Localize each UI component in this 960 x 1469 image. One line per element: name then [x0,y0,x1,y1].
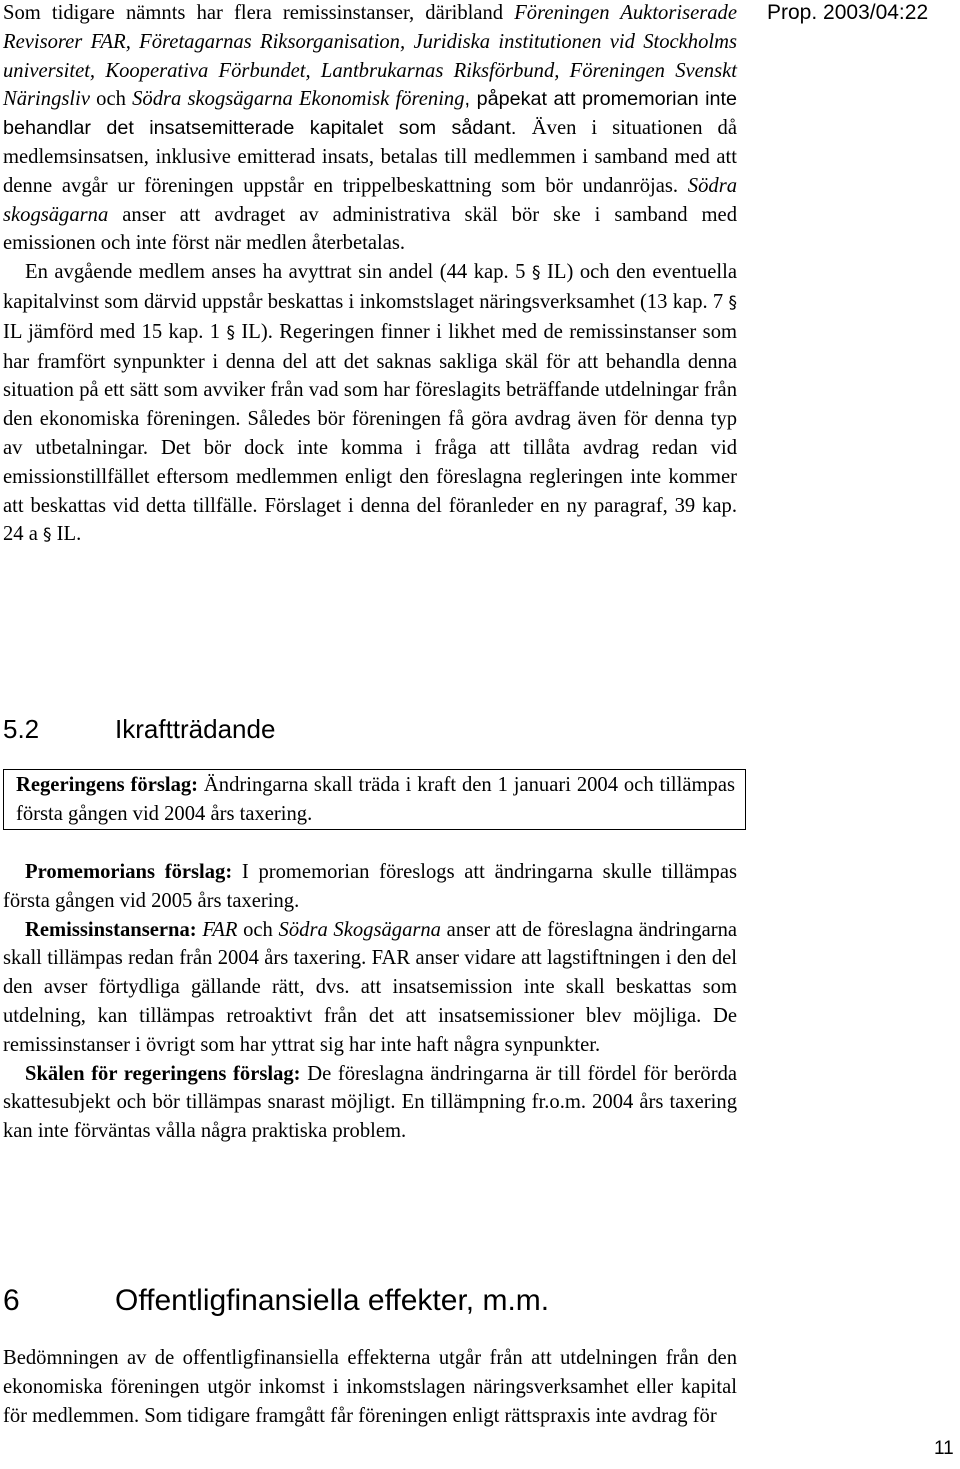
organisation-list: Föreningen Auktoriserade Revisorer FAR, Företagarnas Riksorganisation, Juridiska institutionen vid Stockholms universitet, Kooperativa Förbundet, Lantbrukarnas Riksförbund, Föreningen Svenskt Näringsliv [3,2,737,111]
organisation-far: FAR [202,918,238,941]
text: anser att avdraget av administrativa skäl bör ske i samband med emissionen och inte först när medlen återbetalas. [3,203,737,255]
text: och [89,88,133,111]
text: IL). [235,320,273,343]
organisation-sodra-short: Södra skogsägarna [3,174,737,226]
section-number: 5.2 [3,714,40,744]
section-heading-5-2 [3,712,275,746]
text: Även i situationen då medlemsinsatsen, inklusive emitterad insats, betalas till medlemmen i samband med att denne avgår ur föreningen uppstår en trippelbeskattning som bör undanröjas. [3,117,737,197]
text: I promemorian föreslogs att ändringarna skulle tillämpas första gången vid 2005 års taxering. [3,861,737,912]
section-number: 6 [3,1284,20,1317]
paragraph-skalen [3,1060,737,1146]
organisation-sodra: Södra skogsägarna Ekonomisk förening [132,88,465,111]
section-title: Offentligfinansiella effekter, m.m. [115,1284,550,1317]
skalen-label: Skälen för regeringens förslag: [25,1062,301,1085]
section-sign: § [226,322,236,343]
text: anser att de föreslagna ändringarna skall tillämpas redan från 2004 års taxering. FAR anser vidare att lagstiftningen i den del den avser förtydliga gällande rätt, dvs. att insatsemission inte skall beskattas som utdelning, kan tillämpas retroaktivt från det att insatsemissioner blev möjliga. De remissinstanser i övrigt som har yttrat sig har inte haft några synpunkter. [3,918,738,1056]
text: IL. [51,523,82,546]
paragraph-promemoria [3,858,737,916]
paragraph-remiss [3,916,737,1060]
text: , påpekat att promemorian inte behandlar det insatsemitterade kapitalet som sådant. [3,88,738,140]
text: Som tidigare nämnts har flera remissinstanser, däribland [3,2,515,24]
remiss-label: Remissinstanserna: [25,918,197,941]
prom-label: Promemorians förslag: [25,861,233,883]
text: och [237,918,279,941]
box-text: Ändringarna skall träda i kraft den 1 januari 2004 och tillämpas första gången vid 2004 års taxering. [16,774,735,825]
section-sign: § [43,525,52,546]
proposition-label: Prop. 2003/04:22 [767,1,929,24]
organisation-sodra: Södra Skogsägarna [278,918,441,941]
page-number: 11 [934,1438,954,1459]
text: IL) och den eventuella kapitalvinst som därvid uppstår beskattas i inkomstslaget näringsverksamhet (13 kap. 7 [3,261,737,313]
main-text-middle [3,858,737,1146]
text: IL jämförd med 15 kap. 1 [3,320,227,343]
section-sign: § [532,263,541,284]
paragraph-avgaende-medlem [3,258,737,550]
section-heading-6 [3,1284,549,1318]
section-sign: § [728,292,737,313]
box-label: Regeringens förslag: [16,774,199,796]
text: En avgående medlem anses ha avyttrat sin andel (44 kap. 5 [25,261,532,284]
paragraph-bedomning: Bedömningen av de offentligfinansiella effekterna utgår från att utdelningen från den ekonomiska föreningen utgör inkomst i inkomstslagen näringsverksamhet eller kapital för medlemmen. Som tidigare framgått får föreningen enligt rättspraxis inte avdrag för [3,1347,737,1427]
section-title: Ikraftträdande [115,714,276,744]
proposal-box [3,769,746,830]
main-text-bottom [3,1344,737,1430]
main-text-top [3,0,737,550]
text: Regeringen finner i likhet med de remissinstanser som har framfört synpunkter i denna del att det saknas sakliga skäl för att behandla denna situation på ett sätt som avviker från vad som har föreslagits beträffande utdelningar från den ekonomiska föreningen. Således bör föreningen få göra avdrag även för denna typ av utbetalningar. Det bör dock inte komma i fråga att tillåta avdrag redan vid emissionstillfället eftersom medlemmen enligt den föreslagna regleringen inte kommer att beskattas vid detta tillfälle. Förslaget i denna del föranleder en ny paragraf, 39 kap. 24 a [3,320,738,546]
text: De föreslagna ändringarna är till fördel för berörda skattesubjekt och bör tillämpas snarast möjligt. En tillämpning fr.o.m. 2004 års taxering kan inte förväntas vålla några praktiska problem. [3,1062,738,1143]
paragraph-remissinstanser [3,0,737,258]
